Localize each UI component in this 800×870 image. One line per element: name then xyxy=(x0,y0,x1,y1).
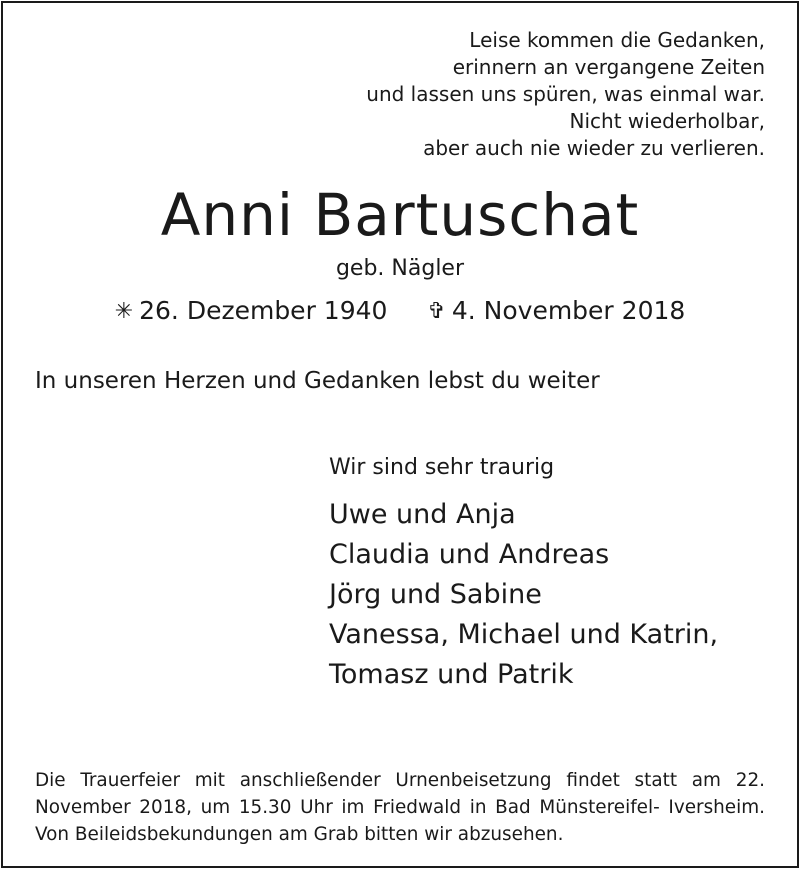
funeral-info xyxy=(35,767,765,848)
mourners xyxy=(329,453,718,695)
mourner-name: Vanessa, Michael und Katrin, xyxy=(329,619,719,650)
poem-line: aber auch nie wieder zu verlieren. xyxy=(423,136,765,160)
mourner-name: Uwe und Anja xyxy=(329,499,516,530)
life-dates xyxy=(3,295,797,328)
motto: In unseren Herzen und Gedanken lebst du weiter xyxy=(35,368,600,394)
mourner-name: Jörg und Sabine xyxy=(329,579,542,610)
death-date: 4. November 2018 xyxy=(451,296,686,325)
death-date-group xyxy=(427,295,685,328)
cross-icon: ✞ xyxy=(427,299,446,324)
poem-line: Nicht wiederholbar, xyxy=(569,109,765,133)
mourner-list xyxy=(329,495,718,695)
birth-date: 26. Dezember 1940 xyxy=(139,296,388,325)
poem-line: Leise kommen die Gedanken, xyxy=(469,28,765,52)
deceased-name: Anni Bartuschat xyxy=(160,181,640,249)
mourner-name: Claudia und Andreas xyxy=(329,539,610,570)
mourners-intro: Wir sind sehr traurig xyxy=(329,455,555,480)
funeral-line: Iversheim. Von Beileidsbekundungen am Grab bitten wir abzusehen. xyxy=(35,797,765,845)
funeral-line: Die Trauerfeier mit anschließender Urnenbeisetzung findet statt am xyxy=(35,770,721,791)
poem xyxy=(245,27,765,162)
star-icon: ✳ xyxy=(114,299,134,324)
poem-line: und lassen uns spüren, was einmal war. xyxy=(366,82,765,106)
maiden-name: geb. Nägler xyxy=(335,256,465,281)
funeral-line: 22. November 2018, um 15.30 Uhr im Friedwald in Bad Münstereifel- xyxy=(35,770,765,818)
poem-line: erinnern an vergangene Zeiten xyxy=(452,55,765,79)
mourner-name: Tomasz und Patrik xyxy=(329,659,574,690)
obituary-notice xyxy=(1,1,799,868)
birth-date-group xyxy=(115,295,388,328)
